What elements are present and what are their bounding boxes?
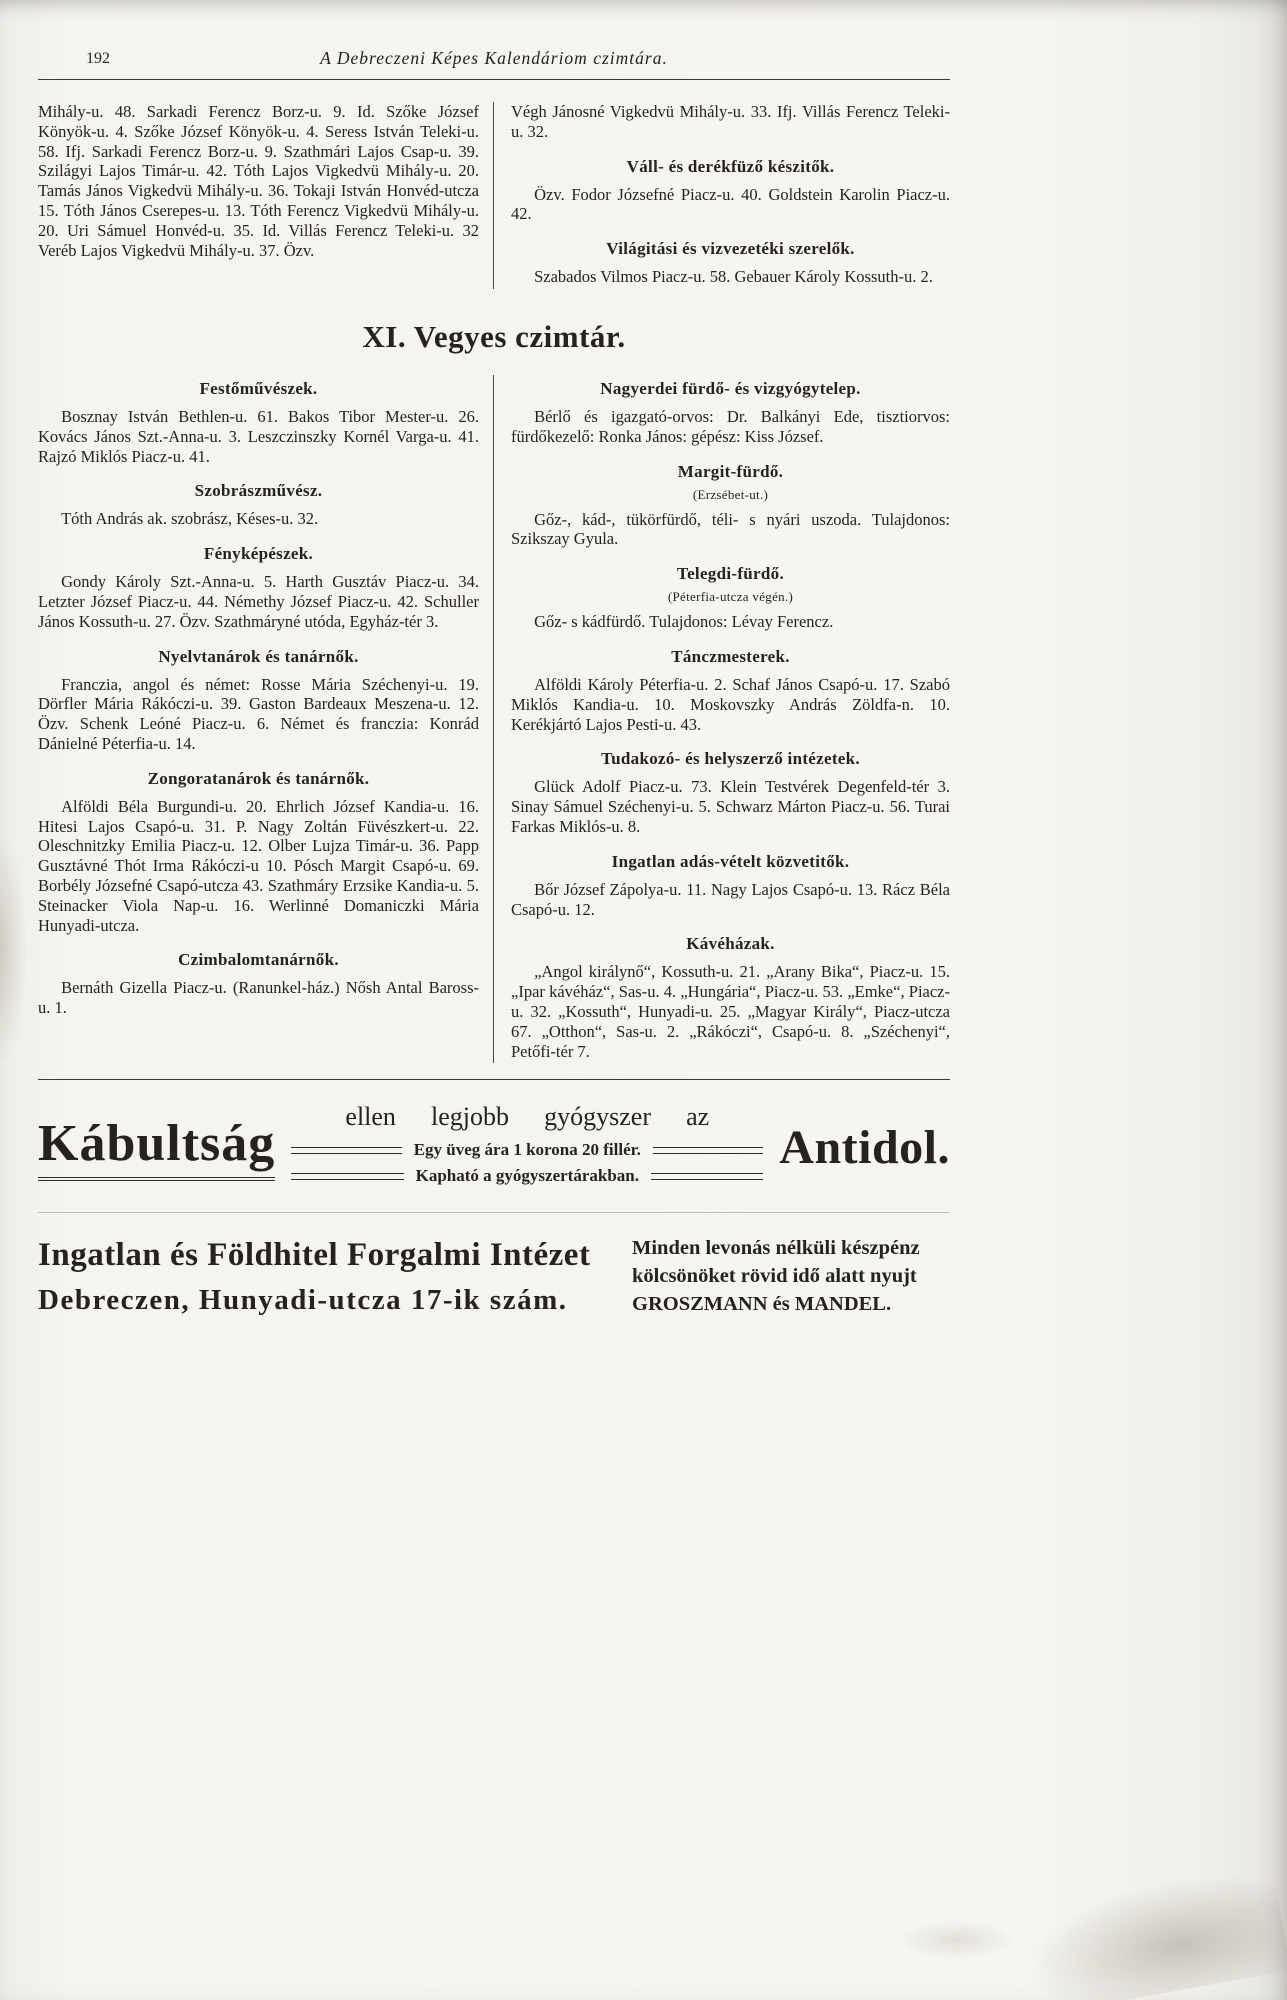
section-subnote: (Péterfia-utcza végén.) (667, 589, 794, 605)
advert-tagline: ellen legjobb gyógyszer az (345, 1102, 710, 1132)
section-heading-czimbalomtanarnok: Czimbalomtanárnők. (178, 950, 339, 970)
advert-brand: Antidol. (779, 1120, 950, 1174)
directory-continuation-left: Mihály-u. 48. Sarkadi Ferencz Borz-u. 9. Id. Szőke József Könyök-u. 4. Szőke József Könyök-u. 4. Seress István Teleki-u. 58. Ifj. Sarkadi Ferencz Borz-u. 9. Szathmári Lajos Csap-u. 39. Szilágyi Lajos Timár-u. 42. Tóth Lajos Vigkedvü Mihály-u. 20. Tamás János Vigkedvü Mihály-u. 36. Tokaji István Honvéd-utcza 15. Tóth János Cserepes-u. 13. Tóth Ferencz Vigkedvü Mihály-u. 20. Uri Sámuel Honvéd-u. 35. Id. Villás Ferencz Teleki-u. 32 Veréb Lajos Vigkedvü Mihály-u. 37. Özv. (38, 102, 479, 260)
double-rule (651, 1173, 763, 1180)
section-heading-telegdi-furdo: Telegdi-fürdő. (677, 564, 784, 584)
section-heading-tudakozo-intezetek: Tudakozó- és helyszerző intézetek. (601, 749, 860, 769)
page-number: 192 (86, 50, 110, 67)
section-body: Alföldi Károly Péterfia-u. 2. Schaf János Csapó-u. 17. Szabó Miklós Kandia-u. 10. Moskovszky András Zöldfa-n. 10. Kerékjártó Lajos Pesti-u. 43. (511, 674, 950, 734)
directory-main-section (38, 375, 950, 1063)
scan-smudge (0, 840, 26, 1060)
section-heading-vizvezeteki-szerelok: Világitási és vizvezetéki szerelők. (606, 239, 855, 259)
section-heading-nagyerdei-furdo: Nagyerdei fürdő- és vizgyógytelep. (600, 378, 861, 398)
advert-company-address: Debreczen, Hunyadi-utcza 17-ik szám. (38, 1283, 568, 1316)
scan-smudge (897, 1920, 1017, 1960)
directory-continuation-right: Végh Jánosné Vigkedvü Mihály-u. 33. Ifj. Villás Ferencz Teleki-u. 32. (511, 102, 950, 141)
page-header (38, 48, 950, 74)
section-body: Bőr József Zápolya-u. 11. Nagy Lajos Csapó-u. 13. Rácz Béla Csapó-u. 12. (511, 879, 950, 919)
directory-top-section (38, 102, 950, 289)
section-body: Tóth András ak. szobrász, Késes-u. 32. (61, 509, 319, 529)
section-heading-kavehazak: Kávéházak. (686, 934, 775, 954)
section-body: Gőz-, kád-, tükörfürdő, téli- s nyári uszoda. Tulajdonos: Szikszay Gyula. (511, 509, 950, 549)
advert-ingatlan-left (38, 1237, 590, 1317)
double-rule (653, 1147, 763, 1154)
advert-ingatlan-right (632, 1235, 950, 1318)
section-heading-fenykepeszek: Fényképészek. (203, 544, 314, 564)
advert-antidol (38, 1102, 950, 1192)
double-rule (291, 1147, 401, 1154)
header-rule (38, 79, 950, 80)
section-heading-vall-keszitok: Váll- és derékfüző készitők. (626, 156, 835, 176)
advert-availability-row (291, 1166, 763, 1186)
section-heading-nyelvtanarok: Nyelvtanárok és tanárnők. (158, 646, 359, 666)
scan-smudge (1015, 1862, 1287, 2000)
section-heading-ingatlan-kozvetitok: Ingatlan adás-vételt közvetitők. (611, 851, 850, 871)
section-body: Alföldi Béla Burgundi-u. 20. Ehrlich József Kandia-u. 16. Hitesi Lajos Csapó-u. 31. P. Nagy Zoltán Füvészkert-u. 22. Oleschnitzky Emilia Piacz-u. 12. Olber Lujza Timár-u. 36. Papp Gusztávné Thót Irma Rákóczi-u 10. Pósch Margit Csapó-u. 69. Borbély Józsefné Csapó-utcza 43. Szathmáry Erzsike Kandia-u. 5. Steinacker Viola Nap-u. 16. Werlinné Domaniczki Mária Hunyadi-utcza. (38, 796, 479, 935)
section-heading-szobraszmuvesz: Szobrászművész. (194, 481, 323, 501)
section-heading-margit-furdo: Margit-fürdő. (677, 461, 784, 481)
ads-divider-rule (38, 1079, 950, 1080)
section-subnote: (Erzsébet-ut.) (692, 486, 769, 502)
advert-antidol-middle (275, 1102, 779, 1192)
running-title: A Debreczeni Képes Kalendáriom czimtára. (320, 48, 668, 68)
advert-signature: GROSZMANN és MANDEL. (632, 1292, 892, 1315)
section-body: Bernáth Gizella Piacz-u. (Ranunkel-ház.) Nősh Antal Baross-u. 1. (38, 978, 479, 1018)
main-left-column (38, 375, 494, 1063)
section-body: Franczia, angol és német: Rosse Mária Széchenyi-u. 19. Dörfler Mária Rákóczi-u. 39. Gaston Bardeaux Meszena-u. 12. Özv. Schenk Leóné Piacz-u. 6. Német és franczia: Konrád Dánielné Péterfia-u. 14. (38, 674, 479, 753)
top-left-column (38, 102, 494, 289)
main-right-column (494, 375, 950, 1063)
advert-separator-rule (38, 1212, 950, 1213)
section-heading-festomuveszek: Festőművészek. (199, 378, 318, 398)
page-content (38, 0, 950, 1318)
section-body: Özv. Fodor Józsefné Piacz-u. 40. Goldstein Karolin Piacz-u. 42. (511, 184, 950, 224)
section-body: Gőz- s kádfürdő. Tulajdonos: Lévay Ferencz. (534, 612, 834, 632)
section-body: Bérlő és igazgató-orvos: Dr. Balkányi Ede, tisztiorvos: fürdőkezelő: Ronka János: gépész: Kiss József. (511, 406, 950, 446)
section-body: Glück Adolf Piacz-u. 73. Klein Testvérek Degenfeld-tér 3. Sinay Sámuel Széchenyi-u. 5. Schwarz Márton Piacz-u. 56. Turai Farkas Miklós-u. 8. (511, 777, 950, 836)
advert-company-name: Ingatlan és Földhitel Forgalmi Intézet (38, 1236, 591, 1273)
advert-price-row (291, 1140, 763, 1160)
section-heading-tanczmesterek: Tánczmesterek. (671, 646, 790, 666)
advert-offer-line: kölcsönöket rövid idő alatt nyujt (632, 1265, 917, 1287)
section-heading-zongoratanarok: Zongoratanárok és tanárnők. (147, 768, 370, 788)
top-right-column (494, 102, 950, 289)
section-body: Bosznay István Bethlen-u. 61. Bakos Tibor Mester-u. 26. Kovács János Szt.-Anna-u. 3. Leszczinszky Kornél Varga-u. 41. Rajzó Miklós Piacz-u. 41. (38, 406, 479, 466)
section-body: Gondy Károly Szt.-Anna-u. 5. Harth Gusztáv Piacz-u. 34. Letzter József Piacz-u. 44. Némethy József Piacz-u. 42. Schuller János Kossuth-u. 27. Özv. Szathmáryné utóda, Egyház-tér 3. (38, 572, 479, 631)
section-body: „Angol királynő“, Kossuth-u. 21. „Arany Bika“, Piacz-u. 15. „Ipar kávéház“, Sas-u. 4. „Hungária“, Piacz-u. 53. „Emke“, Piacz-u. 32. „Kossuth“, Hunyadi-u. 25. „Magyar Király“, Piacz-utcza 67. „Otthon“, Sas-u. 2. „Rákóczi“, Csapó-u. 8. „Széchenyi“, Petőfi-tér 7. (511, 962, 950, 1061)
section-body: Szabados Vilmos Piacz-u. 58. Gebauer Károly Kossuth-u. 2. (534, 267, 933, 287)
advert-ingatlan (38, 1235, 950, 1318)
advert-price: Egy üveg ára 1 korona 20 fillér. (413, 1140, 641, 1160)
advert-keyword: Kábultság (38, 1114, 275, 1181)
double-rule (291, 1173, 403, 1180)
advert-availability: Kapható a gyógyszertárakban. (415, 1166, 639, 1186)
chapter-heading: XI. Vegyes czimtár. (362, 318, 626, 354)
advert-offer-line: Minden levonás nélküli készpénz (632, 1237, 920, 1260)
